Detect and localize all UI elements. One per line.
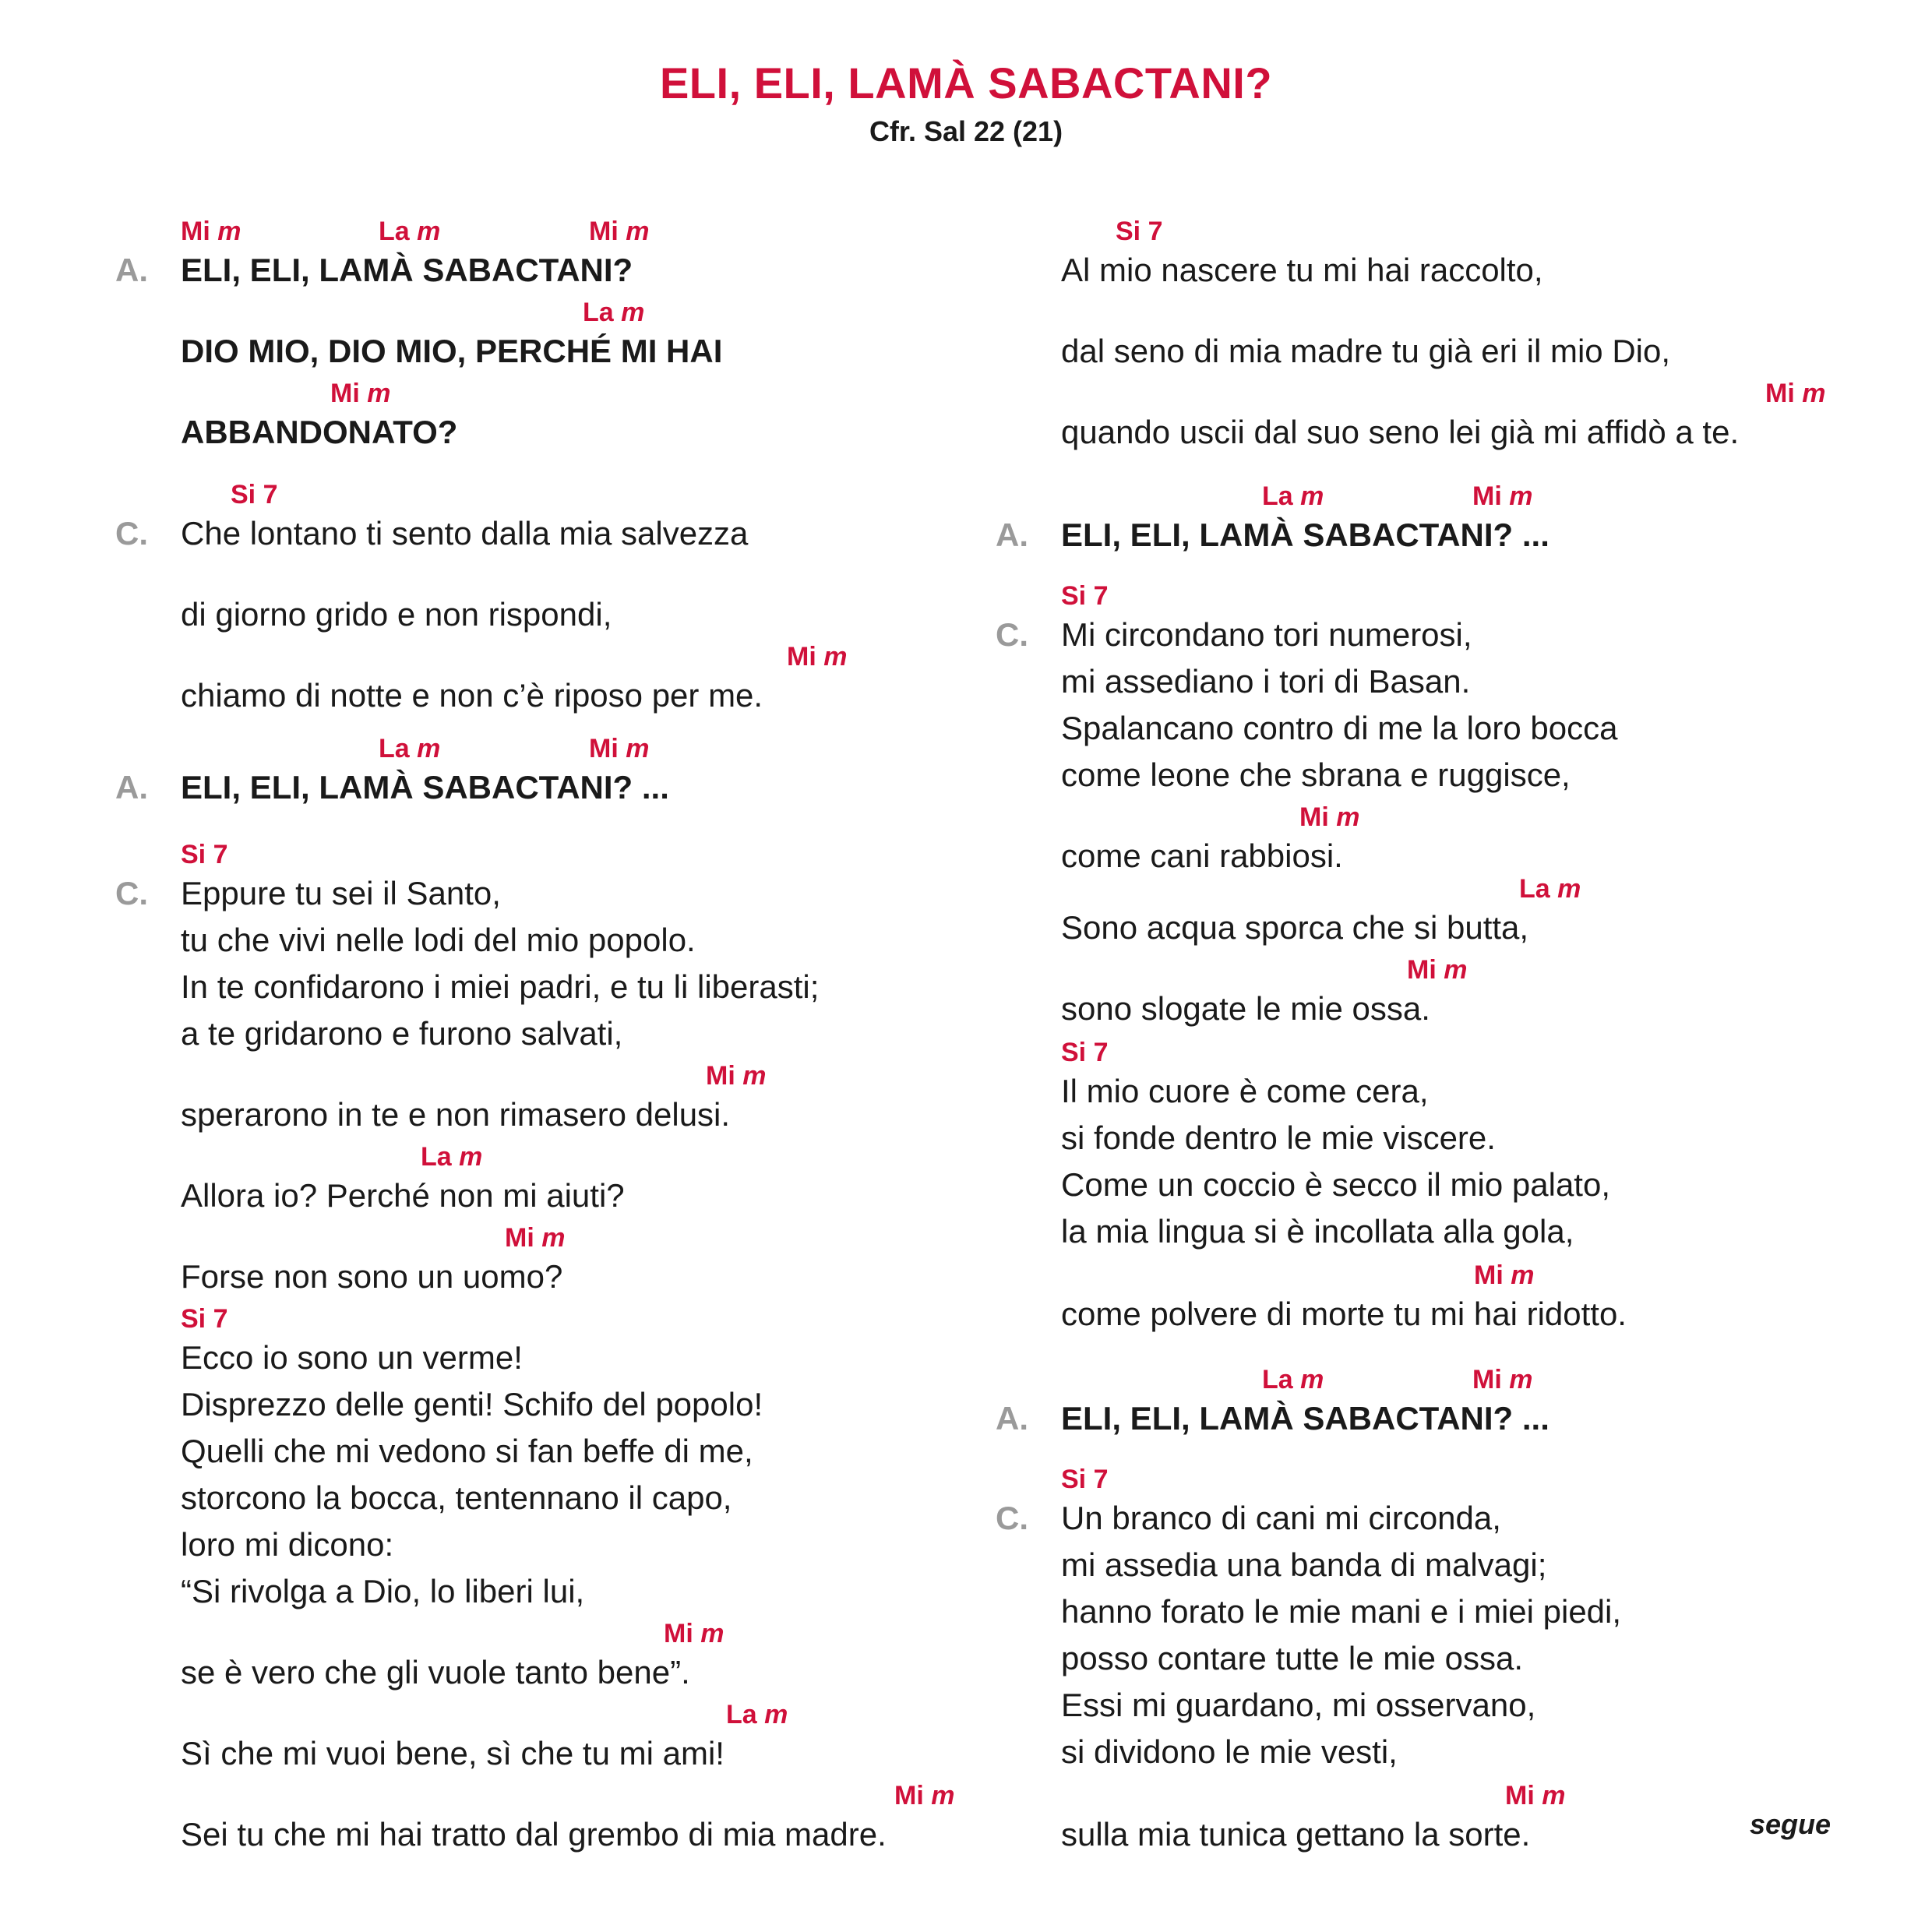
chord-label	[1116, 218, 1163, 245]
verse-line: Disprezzo delle genti! Schifo del popolo!	[181, 1386, 763, 1423]
chord-label	[379, 218, 440, 245]
chord-label	[589, 218, 649, 245]
part-marker: A.	[115, 769, 148, 806]
refrain-line: ELI, ELI, LAMÀ SABACTANI? ...	[1061, 1400, 1549, 1437]
chord-quality: m	[626, 217, 650, 246]
chord-label	[379, 735, 440, 762]
chord-label	[726, 1701, 788, 1728]
verse-line: come polvere di morte tu mi hai ridotto.	[1061, 1296, 1627, 1332]
chord-quality: m	[1300, 481, 1324, 511]
chord-label	[589, 735, 649, 762]
part-marker: A.	[996, 1400, 1028, 1437]
chord-label	[1472, 483, 1532, 509]
chord-label	[181, 218, 241, 245]
verse-line: si fonde dentro le mie viscere.	[1061, 1119, 1496, 1156]
chord-root: Mi	[589, 734, 626, 763]
verse-line: Quelli che mi vedono si fan beffe di me,	[181, 1433, 753, 1469]
chord-quality: 7	[213, 1304, 228, 1334]
chord-label	[1474, 1262, 1534, 1289]
chord-root: Mi	[589, 217, 626, 246]
part-marker: C.	[115, 875, 148, 911]
chord-label	[330, 380, 390, 407]
chord-label	[181, 841, 228, 868]
chord-quality: 7	[263, 480, 278, 509]
verse-line: Forse non sono un uomo?	[181, 1258, 563, 1295]
verse-line: Come un coccio è secco il mio palato,	[1061, 1166, 1610, 1203]
chord-quality: 7	[1093, 1038, 1109, 1067]
chord-root: Mi	[1299, 802, 1337, 832]
chord-quality: m	[1300, 1365, 1324, 1394]
verse-line: sulla mia tunica gettano la sorte.	[1061, 1816, 1531, 1853]
verse-line: di giorno grido e non rispondi,	[181, 596, 612, 633]
chord-quality: m	[217, 217, 242, 246]
verse-line: chiamo di notte e non c’è riposo per me.	[181, 677, 763, 714]
chord-root: La	[583, 298, 622, 327]
verse-line: loro mi dicono:	[181, 1526, 394, 1563]
segue-label: segue	[1750, 1808, 1832, 1840]
verse-line: hanno forato le mie mani e i miei piedi,	[1061, 1593, 1622, 1630]
chord-root: Si	[181, 1304, 213, 1334]
verse-line: mi assedia una banda di malvagi;	[1061, 1546, 1547, 1583]
verse-line: “Si rivolga a Dio, lo liberi lui,	[181, 1573, 585, 1609]
chord-root: Mi	[1505, 1781, 1542, 1810]
part-marker: A.	[996, 516, 1028, 553]
chord-quality: m	[1444, 955, 1468, 985]
refrain-line: ELI, ELI, LAMÀ SABACTANI? ...	[181, 769, 669, 806]
refrain-line: ABBANDONATO?	[181, 414, 458, 450]
verse-line: mi assediano i tori di Basan.	[1061, 663, 1471, 700]
chord-quality: m	[417, 217, 441, 246]
chord-quality: m	[700, 1619, 724, 1648]
part-marker: C.	[996, 616, 1028, 653]
chord-quality: m	[764, 1700, 788, 1729]
verse-line: dal seno di mia madre tu già eri il mio Dio,	[1061, 333, 1671, 369]
chord-quality: 7	[1148, 217, 1163, 246]
chord-root: La	[1519, 874, 1558, 904]
verse-line: Allora io? Perché non mi aiuti?	[181, 1177, 625, 1214]
chord-quality: 7	[1093, 581, 1109, 611]
chord-root: Si	[231, 480, 263, 509]
chord-quality: m	[931, 1781, 955, 1810]
chord-quality: m	[1802, 379, 1826, 408]
chord-root: La	[379, 217, 418, 246]
chord-label	[1472, 1366, 1532, 1393]
refrain-line: DIO MIO, DIO MIO, PERCHÉ MI HAI	[181, 333, 723, 369]
chord-label	[505, 1225, 565, 1251]
chord-root: La	[379, 734, 418, 763]
chord-quality: m	[1509, 481, 1533, 511]
verse-line: Il mio cuore è come cera,	[1061, 1073, 1429, 1109]
chord-root: La	[726, 1700, 765, 1729]
verse-line: se è vero che gli vuole tanto bene”.	[181, 1654, 690, 1690]
verse-line: storcono la bocca, tentennano il capo,	[181, 1479, 732, 1516]
verse-line: Eppure tu sei il Santo,	[181, 875, 501, 911]
right-column	[880, 0, 1826, 1932]
chord-label	[1061, 583, 1109, 609]
chord-root: Si	[1116, 217, 1148, 246]
chord-root: Si	[1061, 1038, 1094, 1067]
verse-line: Essi mi guardano, mi osservano,	[1061, 1687, 1536, 1723]
verse-line: Sono acqua sporca che si butta,	[1061, 909, 1529, 946]
chord-label	[583, 299, 644, 326]
song-subtitle: Cfr. Sal 22 (21)	[869, 115, 1063, 147]
refrain-line: ELI, ELI, LAMÀ SABACTANI?	[181, 252, 633, 288]
verse-line: Che lontano ti sento dalla mia salvezza	[181, 515, 749, 552]
chord-label	[1262, 1366, 1324, 1393]
verse-line: sperarono in te e non rimasero delusi.	[181, 1096, 731, 1133]
verse-line: Spalancano contro di me la loro bocca	[1061, 710, 1618, 746]
chord-quality: m	[417, 734, 441, 763]
verse-line: Sì che mi vuoi bene, sì che tu mi ami!	[181, 1735, 724, 1772]
chord-label	[1061, 1039, 1109, 1066]
chord-quality: m	[621, 298, 645, 327]
chord-label	[1407, 957, 1467, 983]
chord-quality: 7	[1093, 1465, 1109, 1494]
chord-root: Mi	[181, 217, 218, 246]
verse-line: come cani rabbiosi.	[1061, 837, 1343, 874]
chord-root: Mi	[1765, 379, 1803, 408]
chord-root: La	[1262, 1365, 1301, 1394]
left-column	[0, 0, 955, 1932]
chord-label	[1519, 876, 1581, 902]
verse-line: sono slogate le mie ossa.	[1061, 990, 1430, 1027]
chord-root: Mi	[894, 1781, 932, 1810]
verse-line: si dividono le mie vesti,	[1061, 1733, 1398, 1770]
verse-line: Mi circondano tori numerosi,	[1061, 616, 1472, 653]
chord-quality: m	[541, 1223, 566, 1253]
chord-root: Si	[181, 840, 213, 869]
chord-quality: m	[367, 379, 391, 408]
chord-root: Mi	[1407, 955, 1444, 985]
chord-label	[1505, 1782, 1565, 1809]
chord-quality: m	[1509, 1365, 1533, 1394]
chord-root: Mi	[664, 1619, 701, 1648]
verse-line: posso contare tutte le mie ossa.	[1061, 1640, 1523, 1676]
chord-root: Mi	[1474, 1260, 1511, 1290]
verse-line: In te confidarono i miei padri, e tu li liberasti;	[181, 968, 820, 1005]
verse-line: la mia lingua si è incollata alla gola,	[1061, 1213, 1574, 1250]
chord-quality: m	[459, 1142, 483, 1172]
part-marker: C.	[115, 515, 148, 552]
verse-line: a te gridarono e furono salvati,	[181, 1015, 623, 1052]
chord-root: Mi	[706, 1061, 743, 1091]
chord-root: La	[421, 1142, 460, 1172]
chord-label	[664, 1620, 724, 1647]
part-marker: C.	[996, 1500, 1028, 1536]
chord-label	[421, 1144, 482, 1170]
chord-quality: m	[742, 1061, 767, 1091]
chord-quality: m	[1542, 1781, 1566, 1810]
chord-root: Mi	[330, 379, 368, 408]
verse-line: Un branco di cani mi circonda,	[1061, 1500, 1501, 1536]
verse-line: Ecco io sono un verme!	[181, 1339, 523, 1376]
song-title: ELI, ELI, LAMÀ SABACTANI?	[659, 58, 1273, 108]
chord-label	[1299, 804, 1359, 830]
chord-quality: m	[1557, 874, 1581, 904]
refrain-line: ELI, ELI, LAMÀ SABACTANI? ...	[1061, 516, 1549, 553]
verse-line: Al mio nascere tu mi hai raccolto,	[1061, 252, 1543, 288]
chord-label	[181, 1306, 228, 1332]
chord-root: Mi	[1472, 1365, 1510, 1394]
chord-label	[1061, 1466, 1109, 1493]
chord-quality: 7	[213, 840, 228, 869]
chord-label	[231, 481, 278, 508]
verse-line: come leone che sbrana e ruggisce,	[1061, 756, 1571, 793]
verse-line: Sei tu che mi hai tratto dal grembo di mia madre.	[181, 1816, 887, 1853]
chord-quality: m	[1336, 802, 1360, 832]
chord-root: Mi	[787, 642, 824, 672]
chord-label	[706, 1063, 766, 1089]
chord-root: Mi	[1472, 481, 1510, 511]
chord-quality: m	[626, 734, 650, 763]
chord-quality: m	[1511, 1260, 1535, 1290]
chord-root: La	[1262, 481, 1301, 511]
chord-quality: m	[823, 642, 848, 672]
chord-root: Si	[1061, 1465, 1094, 1494]
part-marker: A.	[115, 252, 148, 288]
chord-root: Mi	[505, 1223, 542, 1253]
chord-label	[787, 643, 847, 670]
verse-line: tu che vivi nelle lodi del mio popolo.	[181, 922, 696, 958]
chord-label	[1262, 483, 1324, 509]
verse-line: quando uscii dal suo seno lei già mi affidò a te.	[1061, 414, 1740, 450]
chord-label	[1765, 380, 1825, 407]
chord-root: Si	[1061, 581, 1094, 611]
